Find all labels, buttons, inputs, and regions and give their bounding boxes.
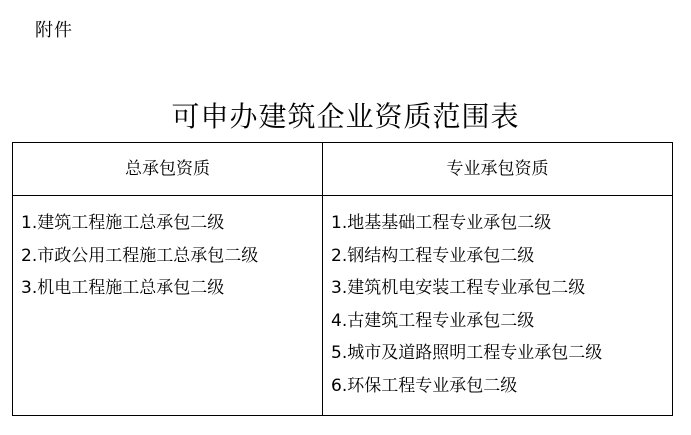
specialty-contracting-list [323,196,672,402]
list-item: 3.机电工程施工总承包二级 [21,278,225,298]
document-title: 可申办建筑企业资质范围表 [171,100,520,133]
list-item: 1.建筑工程施工总承包二级 [21,213,225,233]
list-item: 6.环保工程专业承包二级 [331,375,518,396]
list-item: 4.古建筑工程专业承包二级 [331,310,535,331]
list-item: 3.建筑机电安装工程专业承包二级 [331,278,586,298]
table-row [13,196,673,416]
qualification-scope-table [12,142,673,416]
list-item: 2.市政公用工程施工总承包二级 [21,245,259,266]
list-item: 5.城市及道路照明工程专业承包二级 [331,343,603,363]
column-header-general-contracting: 总承包资质 [13,143,323,196]
attachment-label: 附件 [35,20,73,41]
specialty-contracting-cell [323,196,673,416]
general-contracting-list [13,196,322,305]
column-header-specialty-contracting: 专业承包资质 [323,143,673,196]
table-header-row [13,143,673,196]
general-contracting-cell [13,196,323,416]
list-item: 1.地基基础工程专业承包二级 [331,213,552,233]
list-item: 2.钢结构工程专业承包二级 [331,245,535,266]
